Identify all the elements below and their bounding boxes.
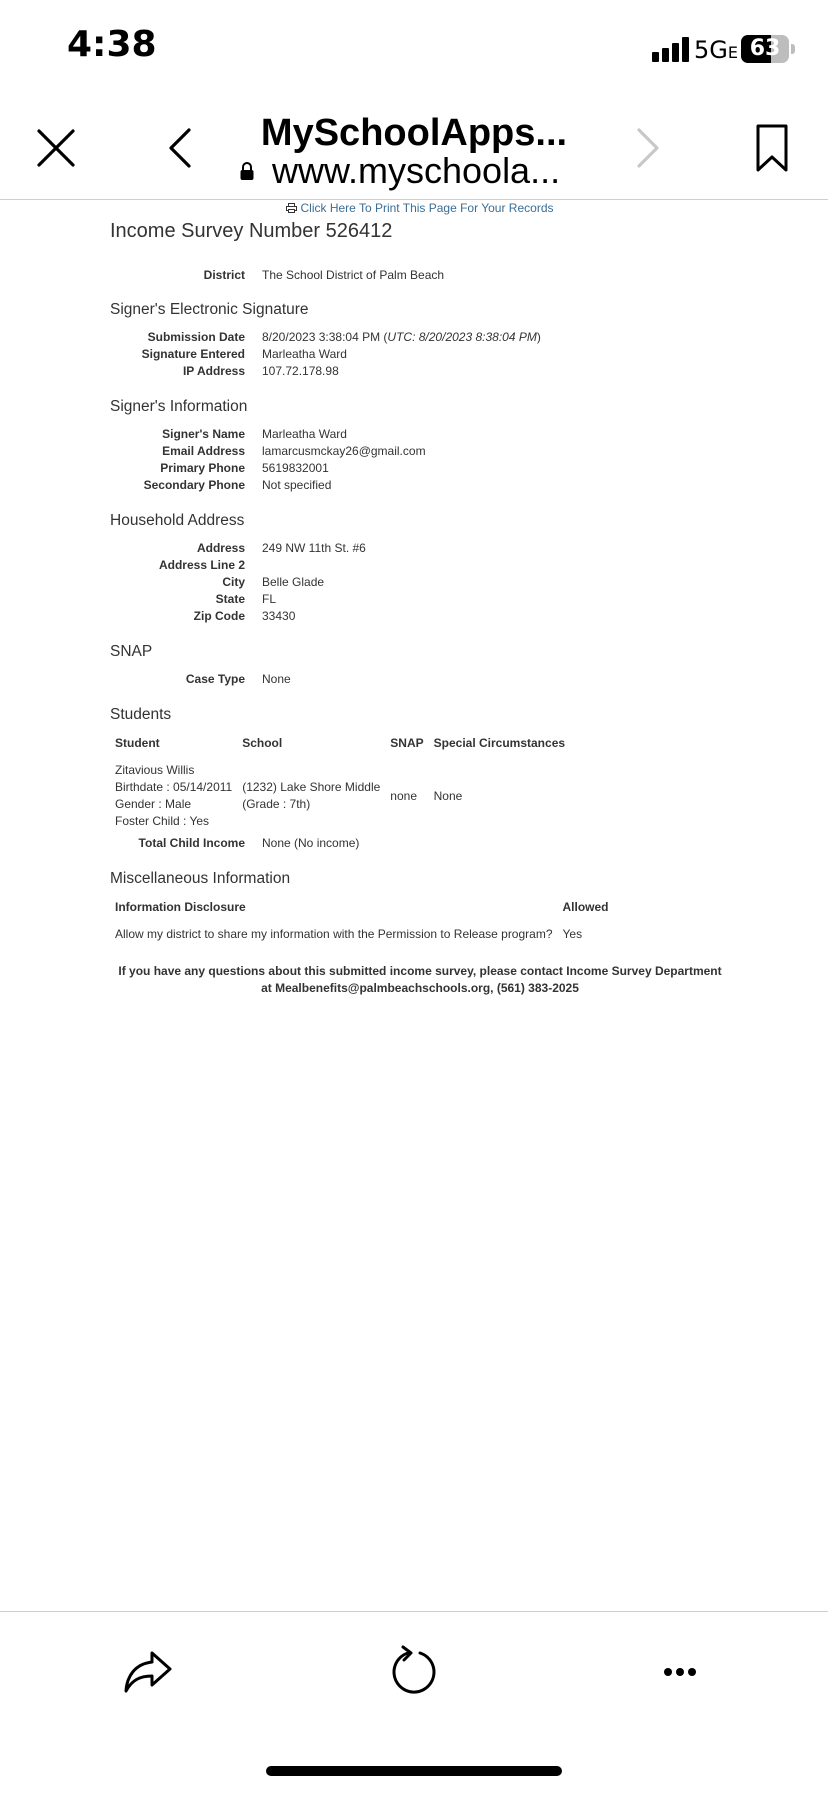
signer-heading: Signer's Information xyxy=(110,398,248,415)
signature-entered-value: Marleatha Ward xyxy=(262,347,347,361)
more-button[interactable] xyxy=(650,1642,710,1702)
disclosure-answer: Yes xyxy=(562,927,583,941)
forward-button[interactable] xyxy=(628,122,668,174)
signer-name-row xyxy=(110,426,730,443)
state-label: State xyxy=(215,592,245,606)
submission-date-label: Submission Date xyxy=(147,330,245,344)
student-gender: Gender : Male xyxy=(115,797,192,811)
share-icon xyxy=(122,1649,174,1695)
student-name: Zitavious Willis xyxy=(115,763,195,777)
zip-value: 33430 xyxy=(262,609,296,623)
battery-level: 63 xyxy=(749,36,781,61)
print-link-text[interactable]: Click Here To Print This Page For Your Records xyxy=(300,201,554,215)
email-row xyxy=(110,443,730,460)
back-icon xyxy=(167,127,193,169)
battery-tip xyxy=(791,44,795,54)
footer-line2: at Mealbenefits@palmbeachschools.org, (561) 383-2025 xyxy=(261,981,579,995)
network-indicator: 5GE xyxy=(694,36,738,64)
url-text: www.myschoola... xyxy=(272,150,561,191)
status-time: 4:38 xyxy=(67,24,157,65)
printer-icon xyxy=(286,203,297,213)
special-cell: None xyxy=(433,788,463,803)
address-line2-label: Address Line 2 xyxy=(158,558,245,572)
student-foster: Foster Child : Yes xyxy=(115,814,210,828)
table-row xyxy=(110,926,614,943)
primary-phone-value: 5619832001 xyxy=(262,461,329,475)
zip-label: Zip Code xyxy=(193,609,245,623)
reload-button[interactable] xyxy=(383,1640,445,1702)
secondary-phone-label: Secondary Phone xyxy=(143,478,245,492)
submission-date-value: 8/20/2023 3:38:04 PM (UTC: 8/20/2023 8:38:04 PM) xyxy=(262,330,541,344)
page-title: MySchoolApps... xyxy=(260,112,568,154)
secondary-phone-value: Not specified xyxy=(262,478,332,492)
footer-line1: If you have any questions about this submitted income survey, please contact Income Survey Department xyxy=(118,964,722,978)
zip-row xyxy=(110,608,730,625)
misc-heading: Miscellaneous Information xyxy=(110,870,291,887)
close-icon xyxy=(36,128,76,168)
misc-table xyxy=(110,900,614,943)
primary-phone-label: Primary Phone xyxy=(160,461,245,475)
case-type-label: Case Type xyxy=(185,672,245,686)
signature-heading: Signer's Electronic Signature xyxy=(110,301,309,318)
url-bar[interactable] xyxy=(240,150,610,192)
district-value: The School District of Palm Beach xyxy=(262,268,445,282)
school-grade: (Grade : 7th) xyxy=(242,797,311,811)
student-cell xyxy=(110,762,237,830)
students-heading: Students xyxy=(110,706,172,723)
browser-nav-bar xyxy=(0,100,828,200)
signal-icon xyxy=(652,36,692,62)
col-school: School xyxy=(242,736,283,750)
col-student: Student xyxy=(115,736,160,750)
primary-phone-row xyxy=(110,460,730,477)
submission-date-row xyxy=(110,329,730,346)
signer-name-label: Signer's Name xyxy=(162,427,245,441)
signature-entered-label: Signature Entered xyxy=(141,347,245,361)
survey-content xyxy=(110,200,730,997)
email-value: lamarcusmckay26@gmail.com xyxy=(262,444,426,458)
forward-icon xyxy=(635,127,661,169)
signature-entered-row xyxy=(110,346,730,363)
address-line2-row xyxy=(110,557,730,574)
bookmark-icon xyxy=(755,123,789,173)
case-type-row xyxy=(110,671,730,688)
state-value: FL xyxy=(262,592,277,606)
col-special: Special Circumstances xyxy=(433,736,566,750)
disclosure-question: Allow my district to share my information with the Permission to Release program? xyxy=(115,927,553,941)
city-row xyxy=(110,574,730,591)
lock-icon xyxy=(240,162,254,180)
district-row xyxy=(110,267,730,284)
address-value: 249 NW 11th St. #6 xyxy=(262,541,366,555)
total-income-row xyxy=(110,835,730,852)
ip-address-row xyxy=(110,363,730,380)
address-row xyxy=(110,540,730,557)
snap-heading: SNAP xyxy=(110,643,153,660)
students-header-row xyxy=(110,736,570,762)
reload-icon xyxy=(389,1644,439,1698)
more-icon xyxy=(663,1667,697,1677)
case-type-value: None xyxy=(262,672,291,686)
survey-title: Income Survey Number 526412 xyxy=(110,220,393,242)
home-indicator[interactable] xyxy=(266,1766,562,1776)
state-row xyxy=(110,591,730,608)
print-link[interactable] xyxy=(110,200,730,216)
email-label: Email Address xyxy=(162,444,245,458)
ip-address-value: 107.72.178.98 xyxy=(262,364,339,378)
status-bar xyxy=(0,0,828,100)
col-allowed: Allowed xyxy=(562,900,609,914)
student-birthdate: Birthdate : 05/14/2011 xyxy=(115,780,233,794)
share-button[interactable] xyxy=(118,1642,178,1702)
contact-footer xyxy=(110,963,730,997)
misc-header-row xyxy=(110,900,614,926)
col-snap: SNAP xyxy=(390,736,424,750)
back-button[interactable] xyxy=(158,122,202,174)
city-value: Belle Glade xyxy=(262,575,325,589)
address-label: Address xyxy=(196,541,245,555)
city-label: City xyxy=(222,575,245,589)
bookmark-button[interactable] xyxy=(748,122,796,174)
snap-cell: none xyxy=(390,788,417,803)
district-label: District xyxy=(203,268,245,282)
school-name: (1232) Lake Shore Middle xyxy=(242,780,381,794)
ip-address-label: IP Address xyxy=(182,364,245,378)
close-button[interactable] xyxy=(30,122,82,174)
secondary-phone-row xyxy=(110,477,730,494)
total-income-value: None (No income) xyxy=(262,836,360,850)
household-heading: Household Address xyxy=(110,512,245,529)
battery-icon xyxy=(741,35,789,63)
school-cell xyxy=(237,762,385,830)
total-income-label: Total Child Income xyxy=(138,836,245,850)
col-disclosure: Information Disclosure xyxy=(115,900,246,914)
table-row xyxy=(110,762,570,830)
students-table xyxy=(110,736,570,830)
signer-name-value: Marleatha Ward xyxy=(262,427,347,441)
